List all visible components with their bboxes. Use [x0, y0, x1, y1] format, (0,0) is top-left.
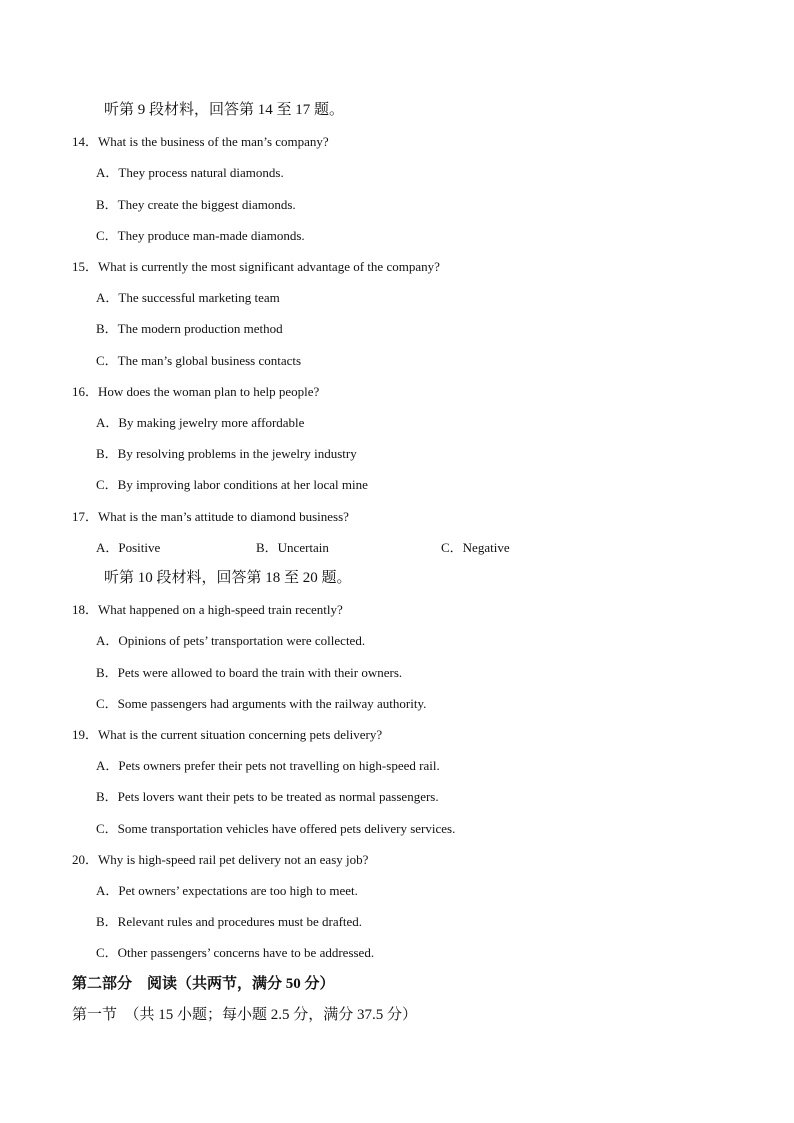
question-19-option-c: C．Some transportation vehicles have offered pets delivery services. [96, 821, 456, 836]
question-19-option-b: B．Pets lovers want their pets to be treated as normal passengers. [96, 789, 439, 804]
section-heading-10: 听第 10 段材料，回答第 18 至 20 题。 [104, 570, 352, 586]
question-16-stem: 16．How does the woman plan to help people? [72, 384, 320, 399]
part-two-title: 第二部分 阅读（共两节，满分 50 分） [72, 976, 335, 992]
question-18-option-b: B．Pets were allowed to board the train with their owners. [96, 665, 403, 680]
question-16-option-b: B．By resolving problems in the jewelry industry [96, 446, 357, 461]
question-14-stem: 14．What is the business of the man’s company? [72, 134, 329, 149]
question-14-option-c: C．They produce man-made diamonds. [96, 228, 305, 243]
section-heading-9: 听第 9 段材料，回答第 14 至 17 题。 [104, 102, 345, 118]
question-20-stem: 20．Why is high-speed rail pet delivery not an easy job? [72, 852, 369, 867]
question-19-stem: 19．What is the current situation concerning pets delivery? [72, 727, 383, 742]
part-two-section-one: 第一节 （共 15 小题；每小题 2.5 分，满分 37.5 分） [72, 1007, 418, 1023]
question-15-option-b: B．The modern production method [96, 321, 283, 336]
question-15-stem: 15．What is currently the most significant advantage of the company? [72, 259, 440, 274]
question-17-option-c: C．Negative [441, 540, 510, 555]
question-17-stem: 17．What is the man’s attitude to diamond business? [72, 509, 349, 524]
question-15-option-c: C．The man’s global business contacts [96, 353, 302, 368]
question-17-option-b: B．Uncertain [256, 540, 329, 555]
question-20-option-b: B．Relevant rules and procedures must be drafted. [96, 914, 363, 929]
question-19-option-a: A．Pets owners prefer their pets not travelling on high-speed rail. [96, 758, 440, 773]
question-18-option-a: A．Opinions of pets’ transportation were collected. [96, 633, 366, 648]
question-18-option-c: C．Some passengers had arguments with the railway authority. [96, 696, 427, 711]
question-14-option-b: B．They create the biggest diamonds. [96, 197, 296, 212]
question-16-option-c: C．By improving labor conditions at her local mine [96, 477, 368, 492]
question-18-stem: 18．What happened on a high-speed train recently? [72, 602, 343, 617]
question-17-option-a: A．Positive [96, 540, 161, 555]
question-15-option-a: A．The successful marketing team [96, 290, 280, 305]
question-14-option-a: A．They process natural diamonds. [96, 165, 284, 180]
question-20-option-c: C．Other passengers’ concerns have to be addressed. [96, 945, 375, 960]
question-16-option-a: A．By making jewelry more affordable [96, 415, 305, 430]
question-20-option-a: A．Pet owners’ expectations are too high to meet. [96, 883, 358, 898]
